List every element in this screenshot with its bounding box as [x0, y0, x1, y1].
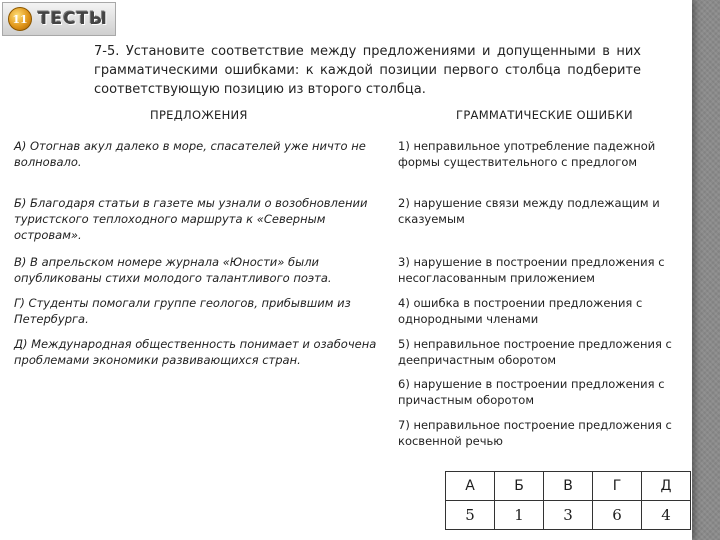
answer-table: [445, 471, 691, 530]
error-3: 3) нарушение в построении предложения с несогласованным приложением: [398, 255, 665, 285]
sentence-a: А) Отогнав акул далеко в море, спасателей уже ничто не волновало.: [14, 139, 366, 169]
task-text: 7-5. Установите соответствие между предложениями и допущенными в них грамматическими ошибками: к каждой позиции первого столбца подберите соответствующую позицию из второго столбца.: [94, 44, 641, 97]
sentence-d: Д) Международная общественность понимает и озабочена проблемами экономики развивающихся стран.: [14, 337, 377, 367]
answer-value: 1: [495, 501, 544, 530]
answer-letter: Д: [642, 472, 691, 501]
error-1: 1) неправильное употребление падежной формы существительного с предлогом: [398, 139, 656, 169]
sentence-b: Б) Благодаря статьи в газете мы узнали о возобновлении туристского теплоходного маршрута к «Северным островам».: [14, 196, 368, 242]
error-6: 6) нарушение в построении предложения с причастным оборотом: [398, 377, 665, 407]
answer-values-row: [446, 501, 691, 530]
error-4: 4) ошибка в построении предложения с однородными членами: [398, 296, 643, 326]
sentence-g: Г) Студенты помогали группе геологов, прибывшим из Петербурга.: [14, 296, 351, 326]
answer-letter: Г: [593, 472, 642, 501]
logo: [2, 2, 116, 36]
error-5: 5) неправильное построение предложения с деепричастным оборотом: [398, 337, 672, 367]
answer-letter: А: [446, 472, 495, 501]
error-7: 7) неправильное построение предложения с косвенной речью: [398, 418, 672, 448]
header-sentences: ПРЕДЛОЖЕНИЯ: [150, 108, 248, 122]
logo-badge-icon: 11: [8, 7, 32, 31]
answer-value: 3: [544, 501, 593, 530]
answer-letters-row: [446, 472, 691, 501]
answer-value: 4: [642, 501, 691, 530]
answer-value: 5: [446, 501, 495, 530]
logo-text: ТЕСТЫ: [38, 9, 108, 29]
header-errors: ГРАММАТИЧЕСКИЕ ОШИБКИ: [456, 108, 633, 122]
answer-letter: Б: [495, 472, 544, 501]
right-page-edge: [692, 0, 720, 540]
answer-letter: В: [544, 472, 593, 501]
sentence-v: В) В апрельском номере журнала «Юности» были опубликованы стихи молодого талантливого поэта.: [14, 255, 332, 285]
answer-value: 6: [593, 501, 642, 530]
error-2: 2) нарушение связи между подлежащим и сказуемым: [398, 196, 660, 226]
